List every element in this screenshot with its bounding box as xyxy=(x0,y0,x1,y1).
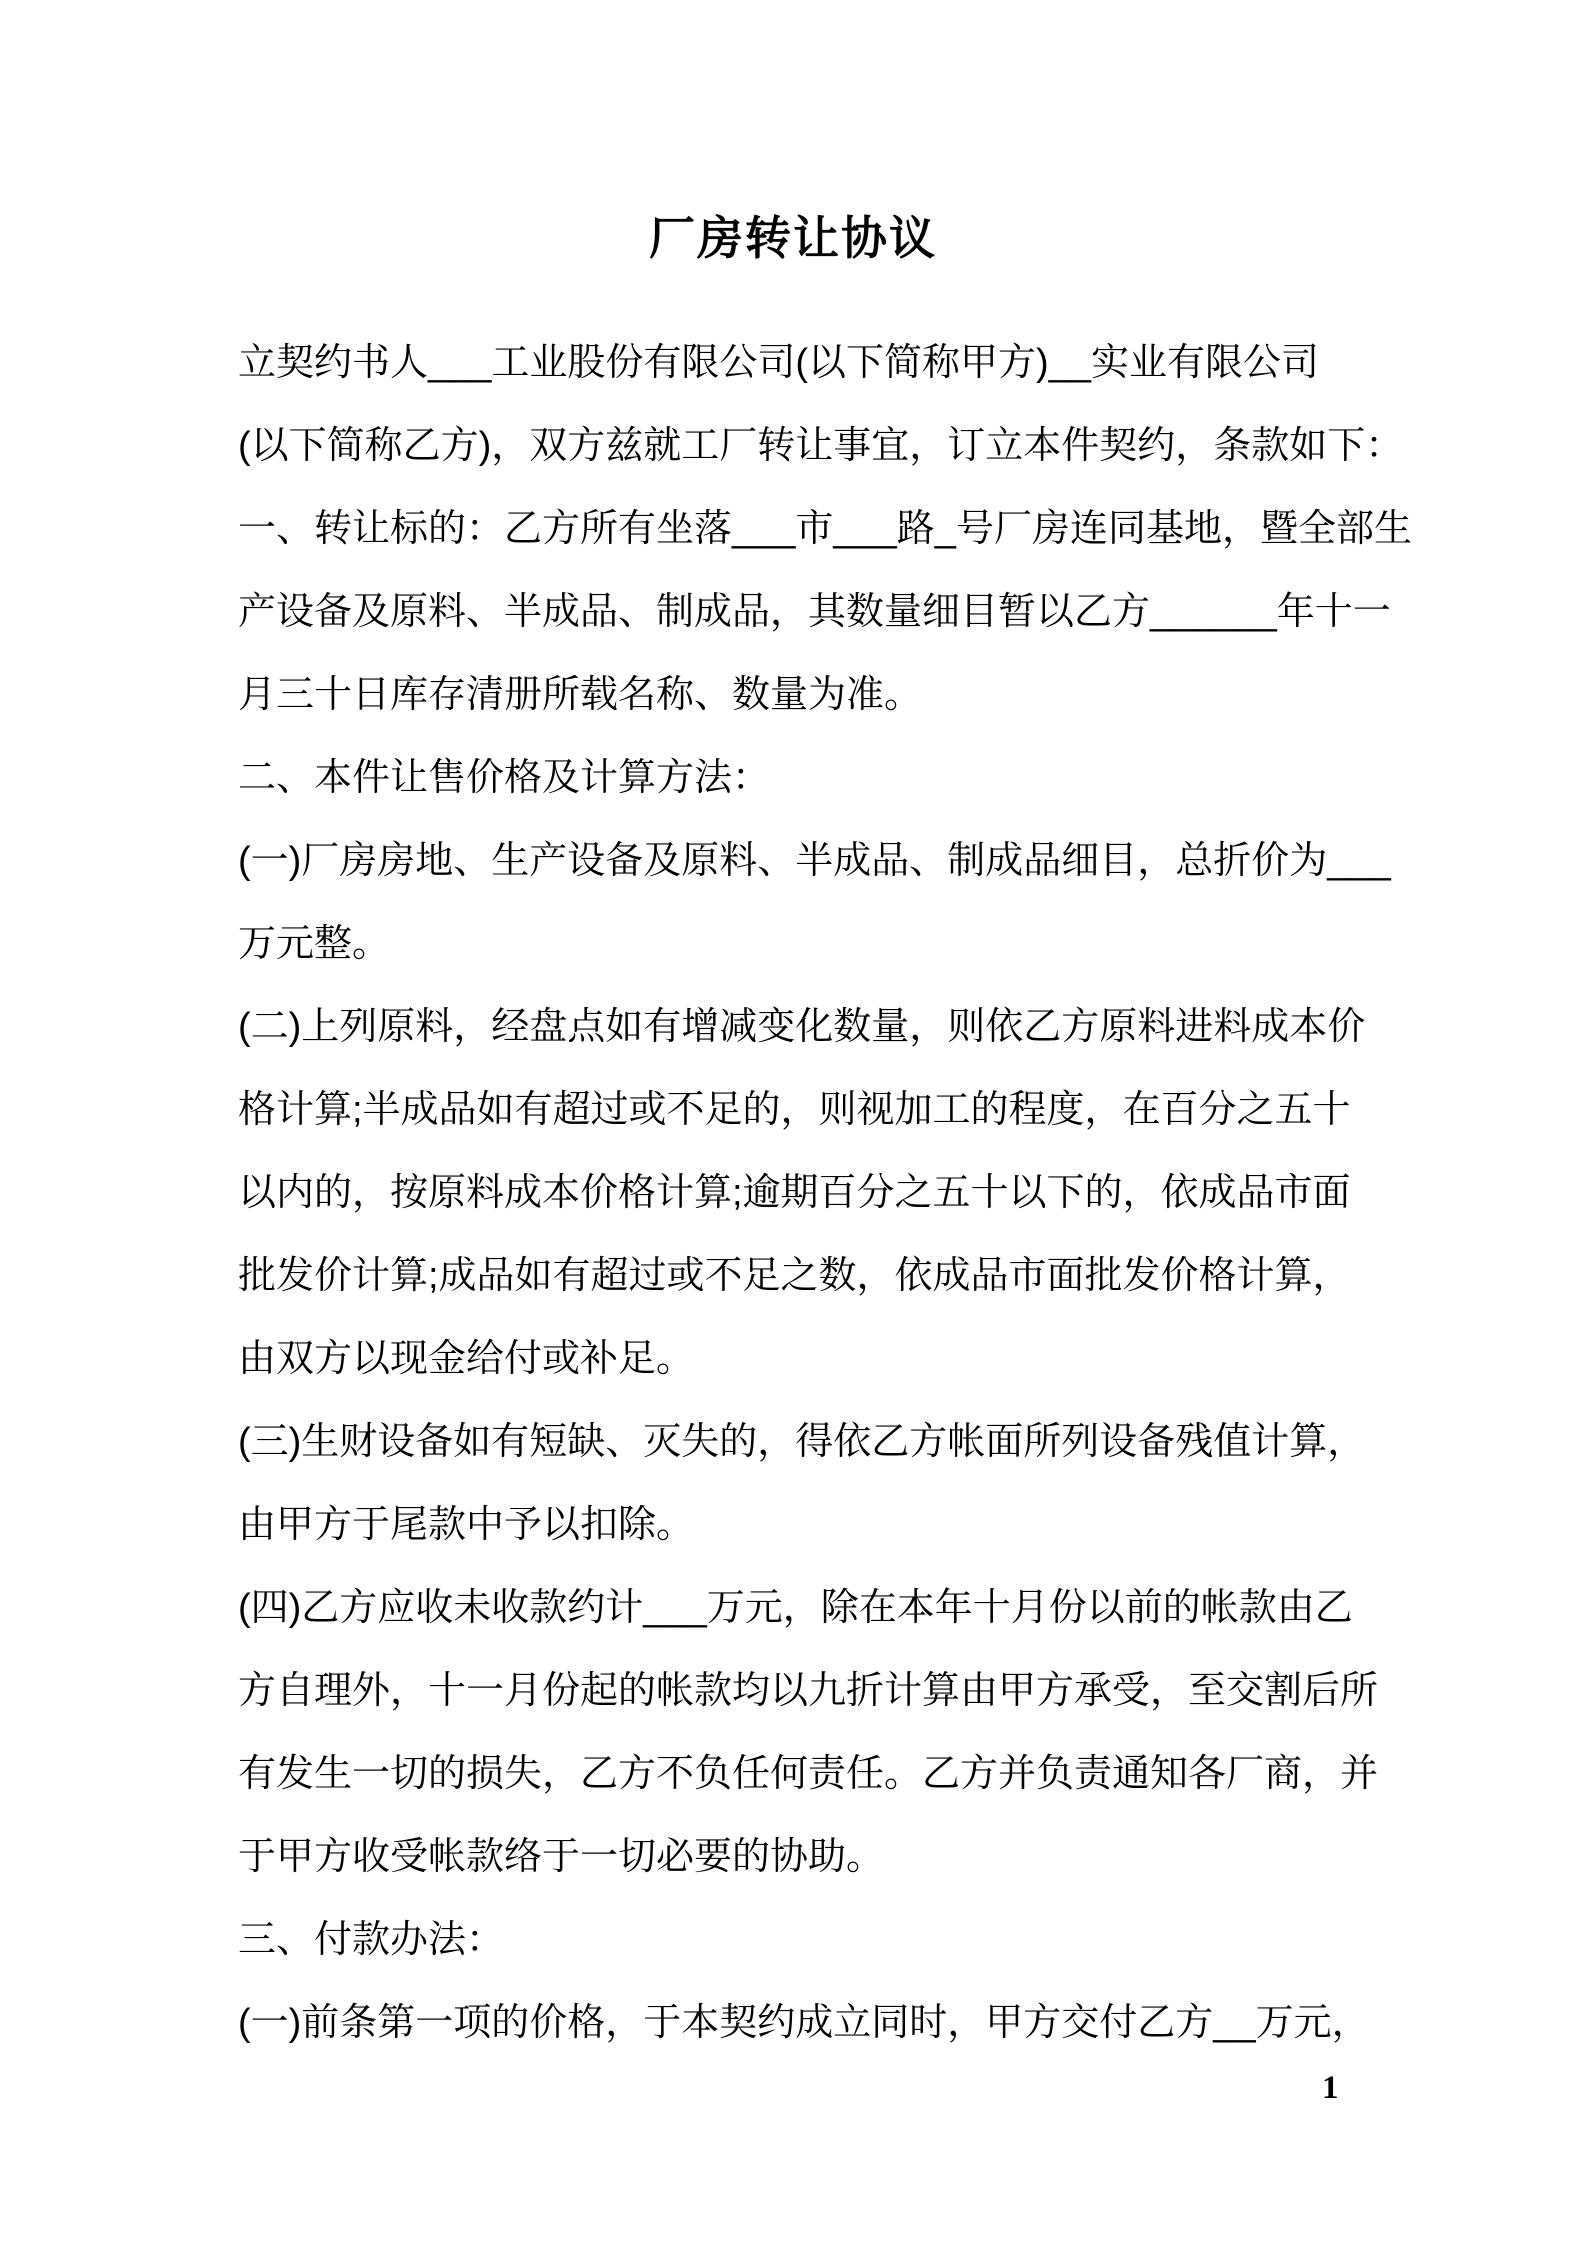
text-line: (以下简称乙方)，双方兹就工厂转让事宜，订立本件契约，条款如下： xyxy=(238,425,1404,467)
text-line: 批发价计算;成品如有超过或不足之数，依成品市面批发价格计算， xyxy=(238,1255,1351,1297)
text-line: 三、付款办法： xyxy=(238,1919,505,1961)
text-line: 方自理外，十一月份起的帐款均以九折计算由甲方承受，至交割后所 xyxy=(238,1670,1379,1712)
text-line: 有发生一切的损失，乙方不负任何责任。乙方并负责通知各厂商，并 xyxy=(238,1753,1379,1795)
text-line: 立契约书人___工业股份有限公司(以下简称甲方)__实业有限公司 xyxy=(238,342,1319,384)
text-line: 万元整。 xyxy=(238,923,391,965)
text-line: 一、转让标的：乙方所有坐落___市___路_号厂房连同基地，暨全部生 xyxy=(238,508,1412,550)
text-line: (四)乙方应收未收款约计___万元，除在本年十月份以前的帐款由乙 xyxy=(238,1587,1353,1629)
text-line: 由双方以现金给付或补足。 xyxy=(238,1338,695,1380)
text-line: 以内的，按原料成本价格计算;逾期百分之五十以下的，依成品市面 xyxy=(238,1172,1351,1214)
document-title: 厂房转让协议 xyxy=(649,212,937,264)
text-line: (一)前条第一项的价格，于本契约成立同时，甲方交付乙方__万元， xyxy=(238,2002,1370,2044)
document-body xyxy=(238,322,1412,2065)
text-line: 二、本件让售价格及计算方法： xyxy=(238,757,771,799)
page-number: 1 xyxy=(1322,2070,1339,2106)
text-line: (三)生财设备如有短缺、灭失的，得依乙方帐面所列设备残值计算， xyxy=(238,1421,1366,1463)
text-line: (一)厂房房地、生产设备及原料、半成品、制成品细目，总折价为___ xyxy=(238,840,1391,882)
text-line: 于甲方收受帐款络于一切必要的协助。 xyxy=(238,1836,885,1878)
text-line: (二)上列原料，经盘点如有增减变化数量，则依乙方原料进料成本价 xyxy=(238,1006,1366,1048)
text-line: 由甲方于尾款中予以扣除。 xyxy=(238,1504,695,1546)
text-line: 格计算;半成品如有超过或不足的，则视加工的程度，在百分之五十 xyxy=(238,1089,1351,1131)
text-line: 产设备及原料、半成品、制成品，其数量细目暂以乙方______年十一 xyxy=(238,591,1391,633)
text-line: 月三十日库存清册所载名称、数量为准。 xyxy=(238,674,923,716)
